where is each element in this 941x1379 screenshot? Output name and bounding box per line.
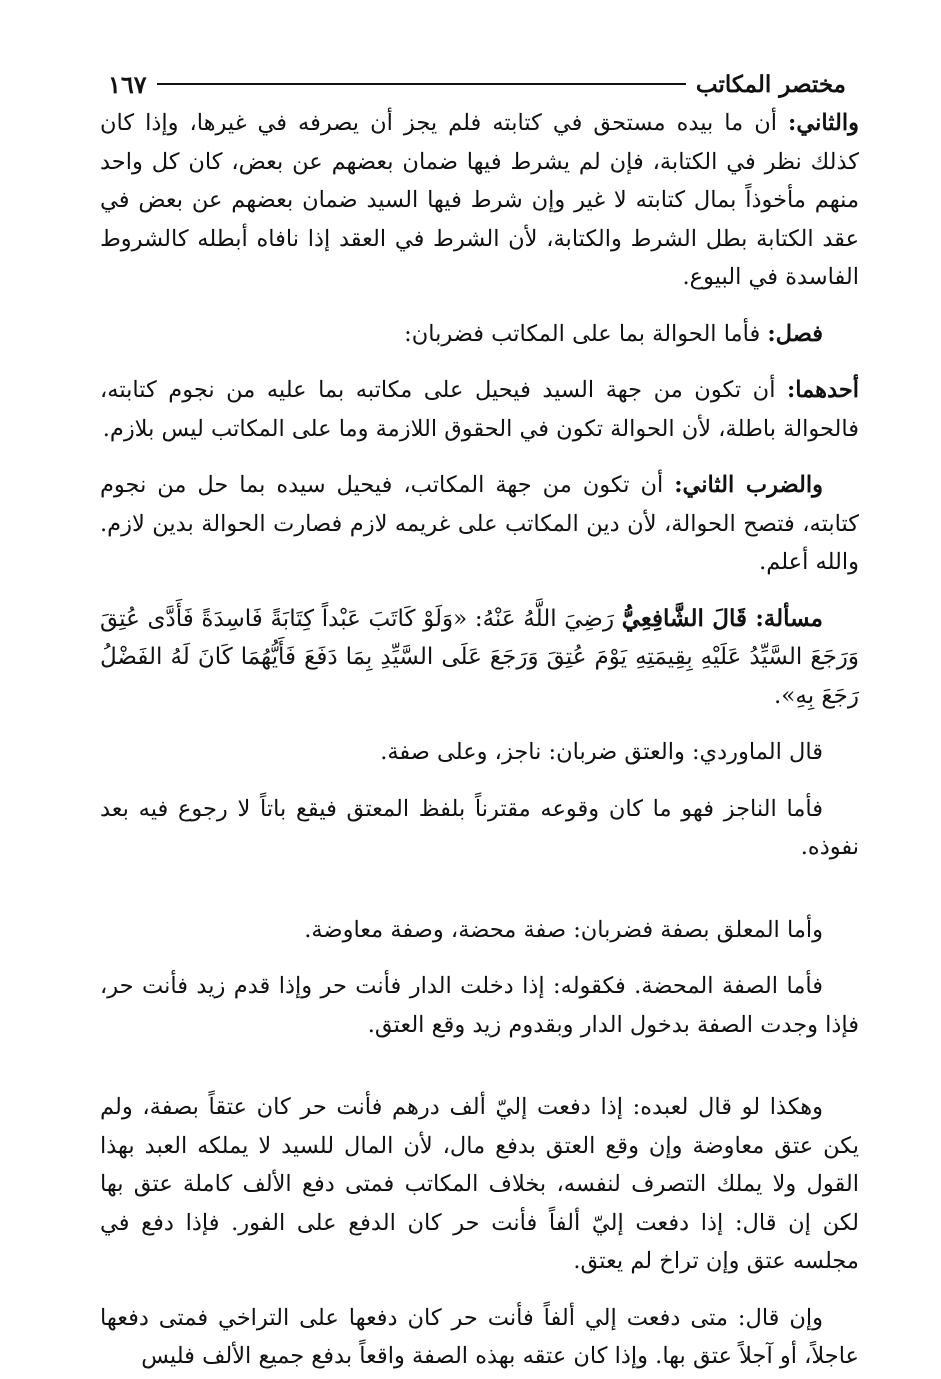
running-header: [108, 66, 846, 102]
paragraph-3-text: أن تكون من جهة السيد فيحيل على مكاتبه بما عليه من نجوم كتابته، فالحوالة باطلة، لأن الحوالة تكون في الحقوق اللازمة وما على المكاتب ليس بلازم.: [100, 377, 859, 442]
paragraph-5-text: رَضِيَ اللَّهُ عَنْهُ: «وَلَوْ كَاتَبَ عَبْداً كِتَابَةً فَاسِدَةً فَأَدَّى عُتِقَ وَرَجَعَ السَّيِّدُ عَلَيْهِ بِقِيمَتِهِ يَوْمَ عُتِقَ وَرَجَعَ عَلَى السَّيِّدِ بِمَا دَفَعَ فَأَيُّهُمَا كَانَ لَهُ الفَضْلُ رَجَعَ بِهِ».: [100, 605, 859, 709]
paragraph-9: [100, 967, 859, 1044]
paragraph-7-text: فأما الناجز فهو ما كان وقوعه مقترناً بلفظ المعتق فيقع باتاً لا رجوع فيه بعد نفوذه.: [100, 795, 859, 860]
paragraph-5-lead: مسألة: قَالَ الشَّافِعِيُّ: [621, 604, 823, 632]
paragraph-5: [100, 600, 859, 716]
paragraph-11-text: وإن قال: متى دفعت إلي ألفاً فأنت حر كان دفعها على التراخي فمتى دفعها عاجلاً، أو آجلاً عتق بها. وإذا كان عتقه بهذه الصفة واقعاً بدفع جميع الألف فليس: [100, 1304, 859, 1369]
paragraph-2: [100, 315, 859, 354]
paragraph-6-text: قال الماوردي: والعتق ضربان: ناجز، وعلى صفة.: [380, 739, 823, 765]
header-rule: [157, 83, 686, 85]
paragraph-9-text: فأما الصفة المحضة. فكقوله: إذا دخلت الدار فأنت حر وإذا قدم زيد فأنت حر، فإذا وجدت الصفة بدخول الدار وبقدوم زيد وقع العتق.: [100, 973, 859, 1038]
paragraph-2-lead: فصل:: [767, 320, 823, 347]
paragraph-10: [100, 1088, 859, 1281]
paragraph-4-text: أن تكون من جهة المكاتب، فيحيل سيده بما حل من نجوم كتابته، فتصح الحوالة، لأن دين المكاتب على غريمه لازم فصارت الحوالة بدين لازم. والله أعلم.: [100, 472, 859, 575]
page-number: ١٦٧: [108, 69, 147, 99]
header-title: مختصر المكاتب: [695, 70, 846, 98]
paragraph-1-lead: والثاني:: [788, 110, 859, 136]
paragraph-7: [100, 790, 859, 867]
paragraph-11: [100, 1299, 859, 1376]
body-text: [100, 104, 859, 1369]
paragraph-4-lead: والضرب الثاني:: [674, 472, 823, 498]
paragraph-6: [100, 733, 859, 772]
paragraph-8: [100, 911, 859, 950]
paragraph-3: [100, 371, 859, 448]
paragraph-3-lead: أحدهما:: [786, 377, 859, 403]
paragraph-1-text: أن ما بيده مستحق في كتابته فلم يجز أن يصرفه في غيرها، وإذا كان كذلك نظر في الكتابة، فإن لم يشرط فيها ضمان بعضهم عن بعض، كان كل واحد منهم مأخوذاً بمال كتابته لا غير وإن شرط فيها السيد ضمان بعضهم عن بعض في عقد الكتابة بطل الشرط والكتابة، لأن الشرط في العقد إذا نافاه أبطله كالشروط الفاسدة في البيوع.: [100, 110, 859, 290]
paragraph-1: [100, 104, 859, 297]
paragraph-10-text: وهكذا لو قال لعبده: إذا دفعت إليّ ألف درهم فأنت حر كان عتقاً بصفة، ولم يكن عتق معاوضة وإن وقع العتق بدفع مال، لأن المال للسيد لا يملكه العبد بهذا القول ولا يملك التصرف لنفسه، بخلاف المكاتب فمتى دفع الألف كاملة عتق بها لكن إن قال: إذا دفعت إليّ ألفاً فأنت حر كان الدفع على الفور. فإذا دفع في مجلسه عتق وإن تراخ لم يعتق.: [100, 1094, 859, 1274]
paragraph-4: [100, 466, 859, 582]
paragraph-8-text: وأما المعلق بصفة فضربان: صفة محضة، وصفة معاوضة.: [304, 916, 823, 943]
paragraph-2-text: فأما الحوالة بما على المكاتب فضربان:: [404, 320, 768, 347]
